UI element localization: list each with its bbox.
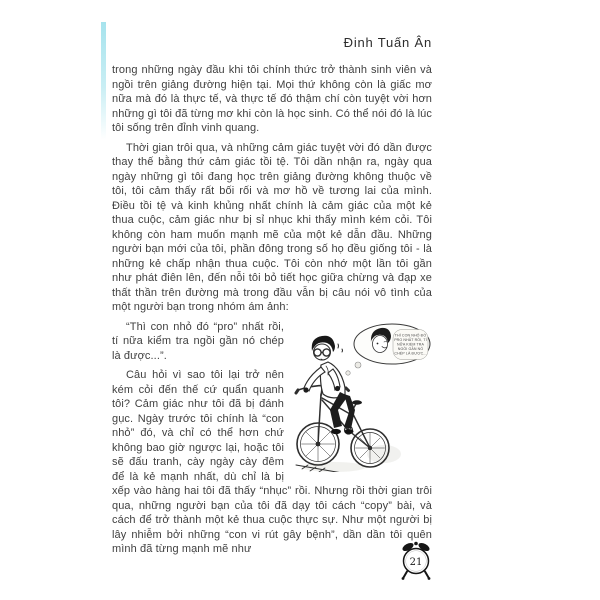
paragraph-2: Thời gian trôi qua, và những cảm giác tuyệt vời đó dần được thay thế bằng thứ cảm giác tồi tệ. Tôi dần nhận ra, ngày qua ngày những gì tôi đang học trên giảng đường không thuộc về tôi, tôi cảm thấy rất bối rối và mơ hồ về tương lai của mình. Điều tồi tệ và kinh khủng nhất chính là cảm giác của một kẻ thua cuộc, cảm giác như bị sỉ nhục khi thấy mình kém cỏi. Tôi không còn ham muốn mạnh mẽ của một kẻ dẫn đầu. Những người bạn mới của tôi, phần đông trong số họ đều giống tôi - là những kẻ chấp nhận thua cuộc. Tôi còn nhớ một lần tôi gần như phát điên lên, đến nỗi tôi bỏ tiết học giữa chừng và đạp xe thất thần trên đường mà trong đầu vẫn bị câu nói vô tình của một người bạn trong nhóm ám ảnh: xyxy=(112,141,432,313)
quote-paragraph: “Thì con nhỏ đó “pro” nhất rồi, tí nữa kiểm tra ngồi gần nó chép là được...”. xyxy=(112,320,284,362)
page-number-clock xyxy=(398,540,434,584)
thought-bubble xyxy=(346,324,430,375)
bubble-line-5: CHÉP LÀ ĐƯỢC... xyxy=(394,351,427,355)
thought-dot-small xyxy=(346,370,350,374)
alarm-clock-icon xyxy=(398,540,434,584)
thought-dot-large xyxy=(355,362,361,368)
cyclist xyxy=(303,335,355,433)
bubble-line-3: NỮA KIỂM TRA xyxy=(397,342,424,346)
paragraph-continuation: trong những ngày đầu khi tôi chính thức trở thành sinh viên và ngồi trên giảng đường hiện tại. Mọi thứ không còn là giấc mơ nữa mà đó là thực tế, và thực tế đó thậm chí còn tuyệt vời hơn những gì tôi đã từng mơ khi còn là học sinh. Có thể nói đó là lúc tôi sống trên đỉnh vinh quang. xyxy=(112,64,432,134)
cyclist-sketch-illustration xyxy=(292,322,432,472)
bubble-line-4: NGỒI GẦN NÓ xyxy=(397,346,424,351)
running-header-author: Đinh Tuấn Ân xyxy=(343,35,432,50)
bubble-line-2: PRO NHẤT RỒI, TÍ xyxy=(394,337,427,342)
margin-highlight-stripe xyxy=(101,22,106,140)
friend-eye xyxy=(377,342,379,344)
illustration-cyclist xyxy=(292,322,432,472)
page-text xyxy=(112,63,432,562)
right-hand xyxy=(335,385,340,390)
clock-top-button xyxy=(414,542,418,546)
fork xyxy=(318,394,321,444)
saddle xyxy=(352,400,362,404)
clock-foot-right xyxy=(428,577,431,580)
page-number: 21 xyxy=(409,556,423,568)
bubble-text xyxy=(393,329,428,359)
bubble-line-1: THÌ CON NHỎ ĐÓ xyxy=(394,333,427,337)
left-hand xyxy=(303,387,308,392)
clock-foot-left xyxy=(402,577,405,580)
far-shoe xyxy=(345,429,354,434)
near-shoe xyxy=(331,428,341,433)
motion-marks xyxy=(338,344,343,352)
paragraph-4: Câu hỏi vì sao tôi lại trở nên kém cỏi đến thế cứ quẩn quanh tôi? Cảm giác như tôi đã bị đánh gục. Ngày trước tôi chính là “con nhỏ” đó, và chỉ có thể hơn chứ không bao giờ ngược lại, hoặc tôi sẽ đấu tranh, cày ngày cày đêm để là kẻ mạnh nhất, dù chỉ là bị xếp vào hàng hai tôi đã thấy “nhục” rồi. Nhưng rồi thời gian trôi qua, những người bạn của tôi đã dạy tôi cách “copy” bài, và cách để trở thành một kẻ thua cuộc thực sự. Như một người bị lây nhiễm bởi những “con vi rút gây bệnh”, dần dần tôi quên mình đã từng mạnh mẽ như xyxy=(112,369,432,555)
